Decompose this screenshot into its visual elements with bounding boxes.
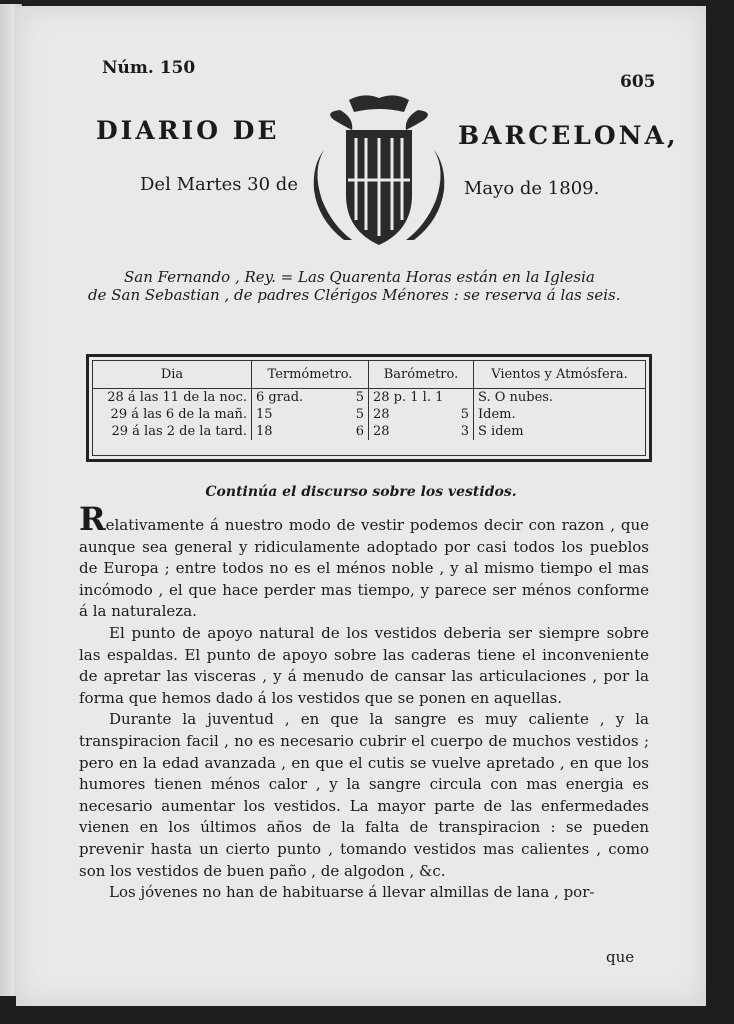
row-temp: 18 6 <box>252 423 369 440</box>
date-right: Mayo de 1809. <box>464 178 600 199</box>
row-baro: 28 3 <box>369 423 474 440</box>
row-day: 28 á las 11 de la noc. <box>93 389 252 407</box>
paragraph-3: Durante la juventud , en que la sangre es muy caliente , y la transpiracion facil , no es necesario cubrir el cuerpo de muchos vestidos ; pero en la edad avanzada , en que el cutis se vuelve apretado , en que los humores tienen ménos calor , y la sangre circula con mas energia es necesario aumentar los vestidos. La mayor parte de las enfermedades vienen en los últimos años de la falta de transpiracion : se pueden prevenir hasta un cierto punto , tomando vestidos mas calientes , como son los vestidos de buen paño , de algodon , &c. <box>79 710 649 880</box>
page-number: 605 <box>620 72 656 92</box>
row-baro: 28 p. 1 l. 1 <box>369 389 474 407</box>
header-day: Dia <box>93 361 252 389</box>
row-wind: Idem. <box>478 407 516 422</box>
newspaper-page <box>16 6 706 1006</box>
paragraph-2: El punto de apoyo natural de los vestidos deberia ser siempre sobre las espaldas. El punto de apoyo sobre las caderas tiene el inconveniente de apretar las visceras , y á menudo de cansar las articulaciones , por la forma que hemos dado á los vestidos que se ponen en aquellas. <box>79 623 649 707</box>
row-wind: S idem <box>478 424 524 439</box>
intro-line-1: San Fernando , Rey. = Las Quarenta Horas están en la Iglesia <box>124 268 595 286</box>
row-temp: 6 grad. 5 <box>252 389 369 407</box>
header-barometer: Barómetro. <box>369 361 474 389</box>
saint-of-the-day <box>88 268 664 304</box>
masthead-title-right: BARCELONA, <box>458 121 679 150</box>
row-baro: 28 5 <box>369 406 474 423</box>
row-wind: S. O nubes. <box>478 390 554 405</box>
header-thermometer: Termómetro. <box>252 361 369 389</box>
intro-line-rest: de San Sebastian , de padres Clérigos Ménores : se reserva á las seis. <box>88 286 621 304</box>
header-winds: Vientos y Atmósfera. <box>474 361 646 389</box>
drop-cap: R <box>79 500 106 538</box>
catchword: que <box>606 948 635 966</box>
table-row <box>93 389 645 407</box>
paragraph-1: Relativamente á nuestro modo de vestir podemos decir con razon , que aunque sea general y ridiculamente adoptado por casi todos los pueblos de Europa ; entre todos no es el ménos noble , y al mismo tiempo el mas incómodo , el que hace perder mas tiempo, y parece ser ménos conforme á la naturaleza. <box>79 500 649 621</box>
date-left: Del Martes 30 de <box>140 174 298 195</box>
table-row <box>93 423 645 440</box>
article-subtitle: Continúa el discurso sobre los vestidos. <box>205 484 517 500</box>
masthead-title-left: DIARIO DE <box>96 116 280 145</box>
coat-of-arms-icon <box>304 90 454 260</box>
paragraph-4: Los jóvenes no han de habituarse á llevar almillas de lana , por- <box>109 883 595 902</box>
table-row <box>93 406 645 423</box>
row-day: 29 á las 2 de la tard. <box>93 423 252 440</box>
row-day: 29 á las 6 de la mañ. <box>93 406 252 423</box>
row-temp: 15 5 <box>252 406 369 423</box>
issue-number: Núm. 150 <box>102 58 196 78</box>
weather-table <box>86 354 652 462</box>
article-body <box>79 500 649 904</box>
